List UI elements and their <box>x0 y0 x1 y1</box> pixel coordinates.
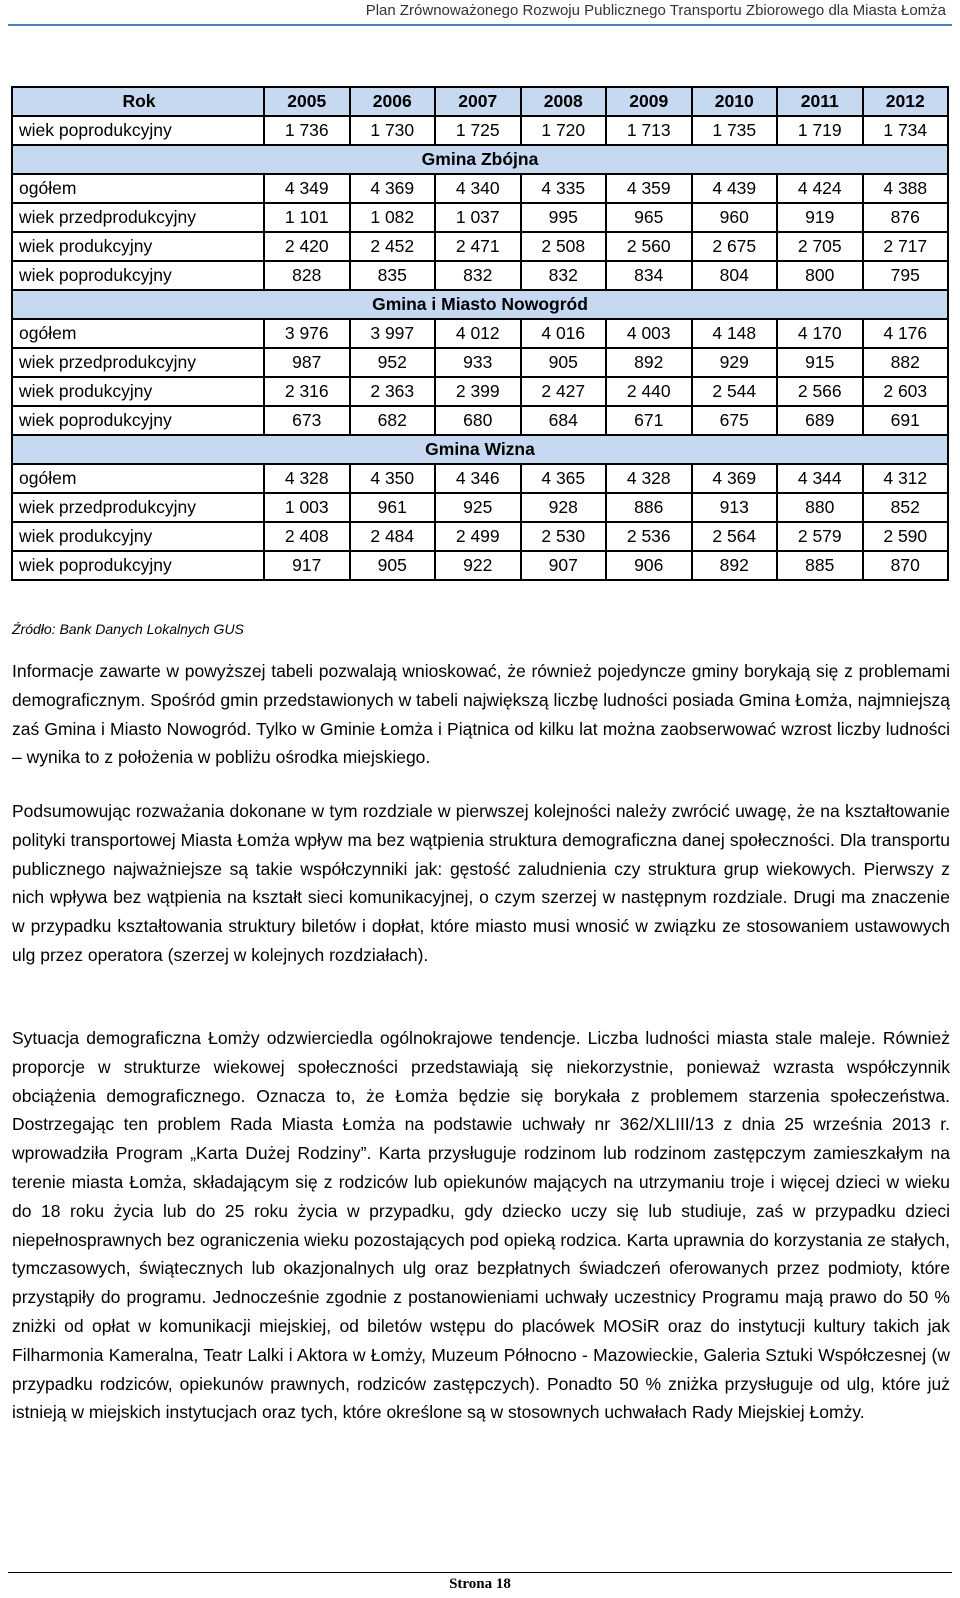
table-row <box>12 232 948 261</box>
row-label: wiek produkcyjny <box>12 232 264 261</box>
row-label: wiek przedprodukcyjny <box>12 203 264 232</box>
table-cell: 2 484 <box>350 522 436 551</box>
table-cell: 4 365 <box>521 464 607 493</box>
table-header-row <box>12 87 948 116</box>
table-cell: 929 <box>692 348 778 377</box>
table-cell: 2 590 <box>863 522 949 551</box>
table-cell: 915 <box>777 348 863 377</box>
row-label: wiek przedprodukcyjny <box>12 493 264 522</box>
table-cell: 2 675 <box>692 232 778 261</box>
page-number: Strona 18 <box>449 1576 511 1592</box>
table-cell: 4 176 <box>863 319 949 348</box>
column-header-year: 2008 <box>521 87 607 116</box>
header-divider <box>8 24 952 26</box>
table-row <box>12 174 948 203</box>
table-cell: 928 <box>521 493 607 522</box>
table-cell: 3 997 <box>350 319 436 348</box>
table-cell: 4 335 <box>521 174 607 203</box>
table-cell: 4 344 <box>777 464 863 493</box>
table-section-row <box>12 145 948 174</box>
footer-divider <box>8 1572 952 1573</box>
section-title: Gmina i Miasto Nowogród <box>12 290 948 319</box>
table-cell: 4 148 <box>692 319 778 348</box>
table-cell: 913 <box>692 493 778 522</box>
table-cell: 1 734 <box>863 116 949 145</box>
document-title: Plan Zrównoważonego Rozwoju Publicznego Transportu Zbiorowego dla Miasta Łomża <box>365 2 946 19</box>
table-cell: 4 340 <box>435 174 521 203</box>
column-header-year: 2005 <box>264 87 350 116</box>
table-cell: 965 <box>606 203 692 232</box>
table-cell: 960 <box>692 203 778 232</box>
table-row <box>12 116 948 145</box>
paragraph-2: Podsumowując rozważania dokonane w tym rozdziale w pierwszej kolejności należy zwrócić uwagę, że na kształtowanie polityki transportowej Miasta Łomża wpływ ma bez wątpienia struktura demograficzna danej społeczności. Dla transportu publicznego najważniejsze są takie współczynniki jak: gęstość zaludnienia czy struktura grup wiekowych. Pierwszy z nich wpływa bez wątpienia na kształt sieci komunikacyjnej, o czym szerzej w następnym rozdziale. Drugi ma znaczenie w przypadku kształtowania struktury biletów i dopłat, które miasto musi wnosić w związku ze stosowaniem ustawowych ulg przez operatora (szerzej w kolejnych rozdziałach). <box>12 801 950 965</box>
table-row <box>12 203 948 232</box>
table-section-row <box>12 435 948 464</box>
section-title: Gmina Wizna <box>12 435 948 464</box>
column-header-year-label: Rok <box>12 87 264 116</box>
table-cell: 2 408 <box>264 522 350 551</box>
table-cell: 828 <box>264 261 350 290</box>
table-cell: 906 <box>606 551 692 580</box>
table-cell: 952 <box>350 348 436 377</box>
table-cell: 852 <box>863 493 949 522</box>
paragraph-1: Informacje zawarte w powyższej tabeli pozwalają wnioskować, że również pojedyncze gminy borykają się z problemami demograficznym. Spośród gmin przedstawionych w tabeli największą liczbę ludności posiada Gmina Łomża, najmniejszą zaś Gmina i Miasto Nowogród. Tylko w Gminie Łomża i Piątnica od kilku lat można zaobserwować wzrost liczby ludności – wynika to z położenia w pobliżu ośrodka miejskiego. <box>12 661 950 768</box>
table-cell: 2 499 <box>435 522 521 551</box>
table-cell: 2 399 <box>435 377 521 406</box>
table-cell: 885 <box>777 551 863 580</box>
table-cell: 691 <box>863 406 949 435</box>
column-header-year: 2012 <box>863 87 949 116</box>
table-cell: 892 <box>692 551 778 580</box>
table-cell: 2 717 <box>863 232 949 261</box>
table-cell: 2 544 <box>692 377 778 406</box>
table-cell: 832 <box>435 261 521 290</box>
table-cell: 907 <box>521 551 607 580</box>
table-cell: 675 <box>692 406 778 435</box>
table-cell: 1 082 <box>350 203 436 232</box>
table-cell: 4 350 <box>350 464 436 493</box>
column-header-year: 2007 <box>435 87 521 116</box>
table-cell: 2 560 <box>606 232 692 261</box>
row-label: wiek produkcyjny <box>12 377 264 406</box>
table-cell: 2 508 <box>521 232 607 261</box>
population-table <box>11 86 949 581</box>
table-cell: 1 735 <box>692 116 778 145</box>
table-cell: 795 <box>863 261 949 290</box>
table-cell: 1 736 <box>264 116 350 145</box>
table-row <box>12 551 948 580</box>
row-label: wiek poprodukcyjny <box>12 116 264 145</box>
table-cell: 4 424 <box>777 174 863 203</box>
table-cell: 2 316 <box>264 377 350 406</box>
table-cell: 4 003 <box>606 319 692 348</box>
table-row <box>12 522 948 551</box>
table-cell: 4 170 <box>777 319 863 348</box>
table-cell: 1 101 <box>264 203 350 232</box>
table-cell: 4 439 <box>692 174 778 203</box>
paragraph-3: Sytuacja demograficzna Łomży odzwierciedla ogólnokrajowe tendencje. Liczba ludności miasta stale maleje. Również proporcje w strukturze wiekowej społeczności przedstawiają się niekorzystnie, ponieważ wzrasta współczynnik obciążenia demograficznego. Oznacza to, że Łomża będzie się borykała z problemem starzenia społeczeństwa. Dostrzegając ten problem Rada Miasta Łomża na podstawie uchwały nr 362/XLIII/13 z dnia 25 września 2013 r. wprowadziła Program „Karta Dużej Rodziny”. Karta przysługuje rodzinom lub rodzinom zastępczym zamieszkałym na terenie miasta Łomża, składającym się z rodziców lub opiekunów mających na utrzymaniu troje i więcej dzieci w wieku do 18 roku życia lub do 25 roku życia w przypadku, gdy dziecko uczy się lub studiuje, zaś w przypadku dzieci niepełnosprawnych bez ograniczenia wieku pozostających pod opieką rodzica. Karta uprawnia do korzystania ze stałych, tymczasowych, świątecznych lub okazjonalnych ulg oraz bezpłatnych świadczeń oferowanych przez podmioty, które przystąpiły do programu. Jednocześnie zgodnie z postanowieniami uchwały uczestnicy Programu mają prawo do 50 % zniżki od opłat w komunikacji miejskiej, od biletów wstępu do placówek MOSiR oraz do instytucji kultury takich jak Filharmonia Kameralna, Teatr Lalki i Aktora w Łomży, Muzeum Północno - Mazowieckie, Galeria Sztuki Współczesnej (w przypadku rodziców, opiekunów prawnych, rodziców zastępczych). Ponadto 50 % zniżka przysługuje od ulg, które już istnieją w miejskich instytucjach oraz tych, które określone są w stosownych uchwałach Rady Miejskiej Łomży. <box>12 1028 950 1423</box>
table-cell: 834 <box>606 261 692 290</box>
table-cell: 804 <box>692 261 778 290</box>
table-row <box>12 464 948 493</box>
table-row <box>12 493 948 522</box>
table-cell: 673 <box>264 406 350 435</box>
table-cell: 682 <box>350 406 436 435</box>
table-cell: 925 <box>435 493 521 522</box>
table-row <box>12 377 948 406</box>
table-cell: 882 <box>863 348 949 377</box>
row-label: ogółem <box>12 464 264 493</box>
table-row <box>12 319 948 348</box>
table-cell: 4 369 <box>692 464 778 493</box>
row-label: wiek produkcyjny <box>12 522 264 551</box>
table-cell: 933 <box>435 348 521 377</box>
table-cell: 892 <box>606 348 692 377</box>
table-cell: 1 730 <box>350 116 436 145</box>
table-cell: 4 012 <box>435 319 521 348</box>
column-header-year: 2006 <box>350 87 436 116</box>
row-label: wiek przedprodukcyjny <box>12 348 264 377</box>
row-label: wiek poprodukcyjny <box>12 261 264 290</box>
table-cell: 987 <box>264 348 350 377</box>
table-row <box>12 261 948 290</box>
table-section-row <box>12 290 948 319</box>
row-label: ogółem <box>12 319 264 348</box>
table-cell: 689 <box>777 406 863 435</box>
table-row <box>12 348 948 377</box>
table-cell: 905 <box>350 551 436 580</box>
table-cell: 2 705 <box>777 232 863 261</box>
table-cell: 886 <box>606 493 692 522</box>
table-cell: 2 363 <box>350 377 436 406</box>
table-cell: 4 328 <box>606 464 692 493</box>
table-cell: 680 <box>435 406 521 435</box>
table-cell: 2 452 <box>350 232 436 261</box>
table-cell: 4 016 <box>521 319 607 348</box>
table-cell: 2 530 <box>521 522 607 551</box>
table-cell: 2 427 <box>521 377 607 406</box>
table-cell: 4 349 <box>264 174 350 203</box>
table-cell: 1 720 <box>521 116 607 145</box>
table-cell: 3 976 <box>264 319 350 348</box>
table-cell: 922 <box>435 551 521 580</box>
row-label: ogółem <box>12 174 264 203</box>
table-cell: 917 <box>264 551 350 580</box>
table-cell: 2 420 <box>264 232 350 261</box>
table-cell: 2 579 <box>777 522 863 551</box>
table-cell: 4 369 <box>350 174 436 203</box>
table-cell: 4 388 <box>863 174 949 203</box>
section-title: Gmina Zbójna <box>12 145 948 174</box>
table-cell: 876 <box>863 203 949 232</box>
table-cell: 919 <box>777 203 863 232</box>
table-cell: 1 037 <box>435 203 521 232</box>
table-cell: 2 440 <box>606 377 692 406</box>
column-header-year: 2010 <box>692 87 778 116</box>
table-cell: 800 <box>777 261 863 290</box>
table-cell: 671 <box>606 406 692 435</box>
table-cell: 2 564 <box>692 522 778 551</box>
table-cell: 684 <box>521 406 607 435</box>
table-cell: 4 346 <box>435 464 521 493</box>
table-source-note: Źródło: Bank Danych Lokalnych GUS <box>12 621 244 637</box>
table-row <box>12 406 948 435</box>
table-cell: 2 471 <box>435 232 521 261</box>
table-cell: 1 713 <box>606 116 692 145</box>
column-header-year: 2009 <box>606 87 692 116</box>
column-header-year: 2011 <box>777 87 863 116</box>
table-cell: 1 003 <box>264 493 350 522</box>
table-cell: 2 566 <box>777 377 863 406</box>
table-cell: 961 <box>350 493 436 522</box>
table-cell: 1 725 <box>435 116 521 145</box>
page-header <box>0 0 960 24</box>
table-cell: 832 <box>521 261 607 290</box>
table-cell: 995 <box>521 203 607 232</box>
table-cell: 1 719 <box>777 116 863 145</box>
table-cell: 2 536 <box>606 522 692 551</box>
table-cell: 870 <box>863 551 949 580</box>
table-cell: 835 <box>350 261 436 290</box>
table-cell: 880 <box>777 493 863 522</box>
table-cell: 4 359 <box>606 174 692 203</box>
table-cell: 905 <box>521 348 607 377</box>
row-label: wiek poprodukcyjny <box>12 406 264 435</box>
table-cell: 4 328 <box>264 464 350 493</box>
row-label: wiek poprodukcyjny <box>12 551 264 580</box>
table-cell: 2 603 <box>863 377 949 406</box>
table-cell: 4 312 <box>863 464 949 493</box>
